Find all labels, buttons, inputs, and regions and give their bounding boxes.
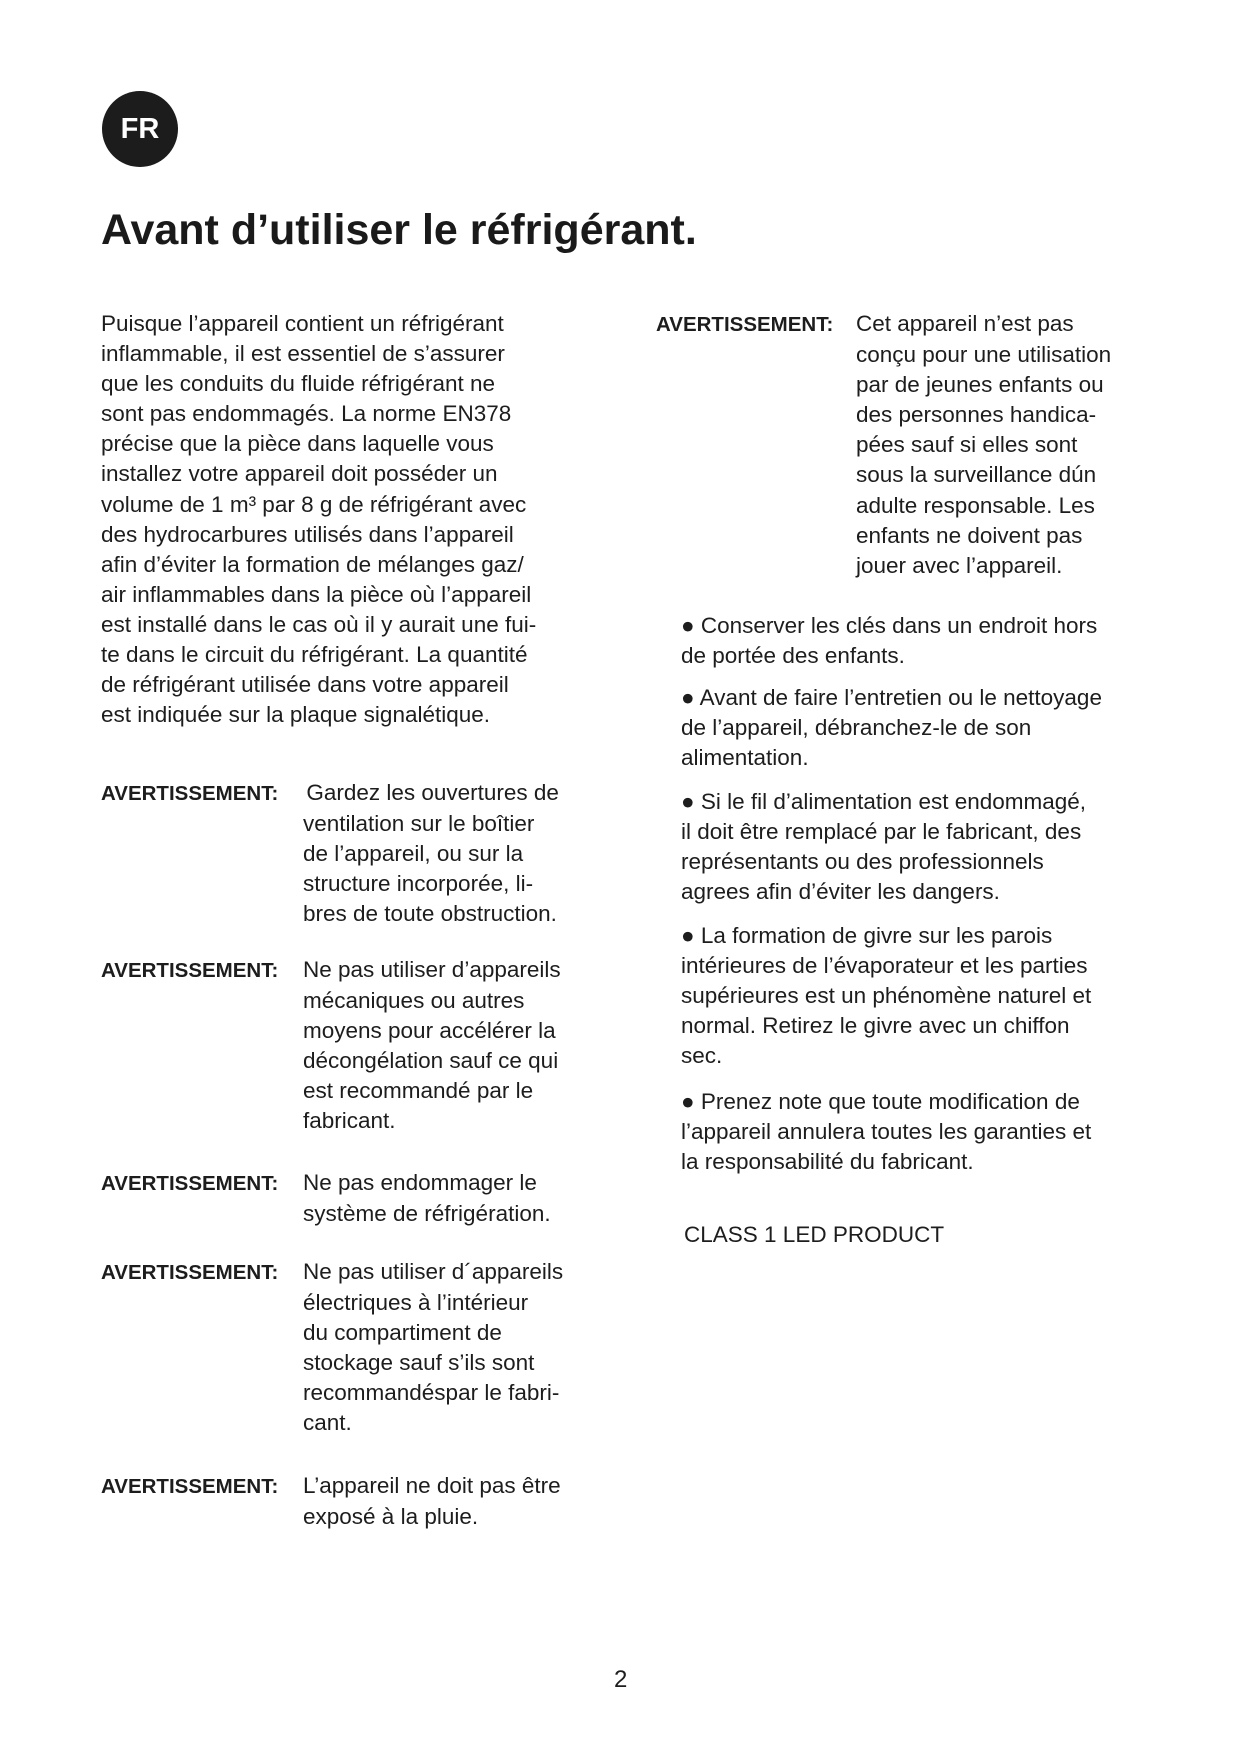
text-line: par de jeunes enfants ou	[856, 372, 1104, 398]
text-line: sec.	[681, 1043, 723, 1069]
text-line: ● Conserver les clés dans un endroit hors	[681, 613, 1098, 638]
text-line: enfants ne doivent pas	[856, 522, 1083, 548]
text-line: agrees afin d’éviter les dangers.	[681, 879, 1000, 905]
text-line: exposé à la pluie.	[303, 1504, 479, 1530]
text-line: cant.	[303, 1410, 352, 1436]
intro-paragraph	[101, 309, 536, 730]
text-line: afin d’éviter la formation de mélanges gaz/	[101, 551, 524, 577]
warning-first-line	[101, 955, 561, 986]
text-line: stockage sauf s’ils sont	[303, 1350, 535, 1376]
bullet-modification	[681, 1087, 1091, 1177]
text-line: inflammable, il est essentiel de s’assurer	[101, 341, 505, 367]
language-badge: FR	[102, 91, 178, 167]
warning-first-line	[101, 1471, 561, 1502]
text-line: ● Prenez note que toute modification de	[681, 1089, 1080, 1114]
warning-defrost	[101, 955, 561, 1137]
text-line: alimentation.	[681, 745, 809, 771]
text-line: Ne pas utiliser d´appareils	[303, 1259, 564, 1284]
warning-label: AVERTISSEMENT:	[101, 1475, 279, 1498]
text-line: bres de toute obstruction.	[303, 901, 557, 927]
warning-label: AVERTISSEMENT:	[101, 1172, 279, 1195]
warning-children	[656, 309, 1111, 581]
text-line: fabricant.	[303, 1108, 396, 1134]
text-line: Gardez les ouvertures de	[306, 780, 559, 805]
bullet-keys	[681, 611, 1097, 671]
text-line: ● Avant de faire l’entretien ou le nettoyage	[681, 685, 1102, 710]
text-line: que les conduits du fluide réfrigérant ne	[101, 371, 496, 397]
warning-first-line	[101, 1168, 551, 1199]
bullet-frost	[681, 921, 1091, 1071]
text-line: structure incorporée, li-	[303, 871, 534, 897]
warning-first-line	[101, 1257, 563, 1288]
text-line: décongélation sauf ce qui	[303, 1048, 559, 1074]
text-line: ventilation sur le boîtier	[303, 811, 535, 837]
text-line: jouer avec l’appareil.	[856, 552, 1063, 578]
warning-label: AVERTISSEMENT:	[656, 313, 834, 336]
warning-label: AVERTISSEMENT:	[101, 1261, 279, 1284]
text-line: Ne pas utiliser d’appareils	[303, 957, 561, 982]
text-line: te dans le circuit du réfrigérant. La quantité	[101, 642, 528, 668]
text-line: air inflammables dans la pièce où l’appareil	[101, 581, 532, 607]
text-line: conçu pour une utilisation	[856, 342, 1112, 368]
text-line: de l’appareil, ou sur la	[303, 841, 524, 867]
warning-label: AVERTISSEMENT:	[101, 959, 279, 982]
text-line: des personnes handica-	[856, 402, 1097, 428]
text-line: la responsabilité du fabricant.	[681, 1149, 974, 1175]
text-line: des hydrocarbures utilisés dans l’appareil	[101, 521, 514, 547]
text-line: représentants ou des professionnels	[681, 849, 1044, 875]
text-line: est indiquée sur la plaque signalétique.	[101, 702, 491, 728]
warning-rain	[101, 1471, 561, 1532]
text-line: supérieures est un phénomène naturel et	[681, 983, 1092, 1009]
warning-first-line	[101, 778, 559, 809]
page-title: Avant d’utiliser le réfrigérant.	[101, 206, 697, 254]
page-number: 2	[614, 1666, 628, 1693]
text-line: ● Si le fil d’alimentation est endommagé,	[681, 789, 1087, 814]
text-line: ● La formation de givre sur les parois	[681, 923, 1053, 948]
text-line: moyens pour accélérer la	[303, 1018, 556, 1044]
class-led-product: CLASS 1 LED PRODUCT	[684, 1222, 945, 1247]
warning-ventilation	[101, 778, 559, 929]
text-line: de réfrigérant utilisée dans votre appareil	[101, 672, 509, 698]
text-line: volume de 1 m³ par 8 g de réfrigérant avec	[101, 491, 527, 517]
text-line: Cet appareil n’est pas	[856, 311, 1074, 336]
warning-refrigeration-system	[101, 1168, 551, 1229]
text-line: système de réfrigération.	[303, 1201, 551, 1227]
bullet-unplug	[681, 683, 1102, 773]
text-line: Puisque l’appareil contient un réfrigérant	[101, 311, 504, 336]
bullet-power-cord	[681, 787, 1086, 907]
warning-label: AVERTISSEMENT:	[101, 782, 279, 805]
text-line: de portée des enfants.	[681, 643, 905, 669]
text-line: pées sauf si elles sont	[856, 432, 1078, 458]
text-line: mécaniques ou autres	[303, 988, 525, 1014]
text-line: adulte responsable. Les	[856, 492, 1095, 518]
text-line: normal. Retirez le givre avec un chiffon	[681, 1013, 1070, 1039]
warning-first-line	[656, 309, 1111, 340]
text-line: de l’appareil, débranchez-le de son	[681, 715, 1032, 741]
warning-electrical-appliances	[101, 1257, 563, 1439]
text-line: L’appareil ne doit pas être	[303, 1473, 561, 1498]
text-line: sont pas endommagés. La norme EN378	[101, 401, 512, 427]
text-line: l’appareil annulera toutes les garanties et	[681, 1119, 1092, 1145]
text-line: sous la surveillance dún	[856, 462, 1097, 488]
text-line: est recommandé par le	[303, 1078, 534, 1104]
text-line: Ne pas endommager le	[303, 1170, 537, 1195]
text-line: installez votre appareil doit posséder un	[101, 461, 498, 487]
text-line: du compartiment de	[303, 1320, 502, 1346]
text-line: est installé dans le cas où il y aurait une fui-	[101, 611, 537, 637]
text-line: intérieures de l’évaporateur et les parties	[681, 953, 1088, 979]
text-line: précise que la pièce dans laquelle vous	[101, 431, 494, 457]
text-line: recommandéspar le fabri-	[303, 1380, 560, 1406]
text-line: électriques à l’intérieur	[303, 1290, 529, 1316]
text-line: il doit être remplacé par le fabricant, des	[681, 819, 1082, 845]
